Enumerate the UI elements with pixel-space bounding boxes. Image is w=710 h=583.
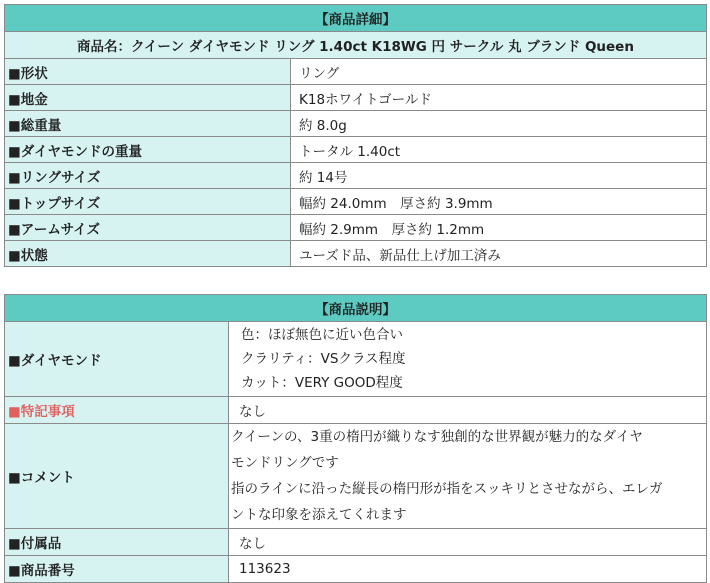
detail-value: K18ホワイトゴールド [291, 85, 707, 111]
special-notes-value: なし [229, 397, 707, 424]
detail-label: ■総重量 [5, 111, 291, 137]
product-number-row [5, 556, 707, 583]
product-description-table [4, 294, 707, 583]
detail-value: 約 14号 [291, 163, 707, 189]
product-number-value: 113623 [229, 556, 707, 583]
comment-line: モンドリングです [231, 455, 339, 471]
special-notes-label: ■特記事項 [5, 397, 229, 424]
description-header-row [5, 295, 707, 322]
comment-line: 指のラインに沿った縦長の楕円形が指をスッキリとさせながら、エレガ [231, 481, 663, 497]
detail-value: リング [291, 59, 707, 85]
detail-value: 幅約 24.0mm 厚さ約 3.9mm [291, 189, 707, 215]
detail-label: ■トップサイズ [5, 189, 291, 215]
details-header-row [5, 5, 707, 32]
accessories-value: なし [229, 529, 707, 556]
accessories-row [5, 529, 707, 556]
diamond-color: 色：ほぼ無色に近い色合い [241, 327, 403, 343]
detail-value: トータル 1.40ct [291, 137, 707, 163]
detail-label: ■アームサイズ [5, 215, 291, 241]
product-name-row [5, 32, 707, 59]
detail-row-ring-size [5, 163, 707, 189]
product-name: 商品名：クイーン ダイヤモンド リング 1.40ct K18WG 円 サークル 丸 ブランド Queen [5, 32, 707, 59]
details-header: 【商品詳細】 [5, 5, 707, 32]
detail-row-top-size [5, 189, 707, 215]
diamond-details [229, 322, 707, 397]
accessories-label: ■付属品 [5, 529, 229, 556]
diamond-label: ■ダイヤモンド [5, 322, 229, 397]
detail-label: ■形状 [5, 59, 291, 85]
detail-label: ■地金 [5, 85, 291, 111]
detail-row-diamond-weight [5, 137, 707, 163]
diamond-row [5, 322, 707, 397]
description-header: 【商品説明】 [5, 295, 707, 322]
detail-value: ユーズド品、新品仕上げ加工済み [291, 241, 707, 267]
diamond-clarity: クラリティ：VSクラス程度 [241, 351, 406, 367]
detail-value: 幅約 2.9mm 厚さ約 1.2mm [291, 215, 707, 241]
detail-row-arm-size [5, 215, 707, 241]
detail-value: 約 8.0g [291, 111, 707, 137]
detail-row-condition [5, 241, 707, 267]
special-notes-row [5, 397, 707, 424]
diamond-cut: カット：VERY GOOD程度 [241, 375, 403, 391]
detail-row-metal [5, 85, 707, 111]
detail-row-shape [5, 59, 707, 85]
detail-label: ■ダイヤモンドの重量 [5, 137, 291, 163]
product-number-label: ■商品番号 [5, 556, 229, 583]
product-details-table [4, 4, 707, 267]
comment-line: クイーンの、3重の楕円が織りなす独創的な世界観が魅力的なダイヤ [231, 429, 643, 445]
comment-line: ントな印象を添えてくれます [231, 507, 407, 523]
comment-label: ■コメント [5, 424, 229, 529]
comment-text [229, 424, 707, 529]
comment-row [5, 424, 707, 529]
detail-label: ■リングサイズ [5, 163, 291, 189]
detail-row-total-weight [5, 111, 707, 137]
detail-label: ■状態 [5, 241, 291, 267]
